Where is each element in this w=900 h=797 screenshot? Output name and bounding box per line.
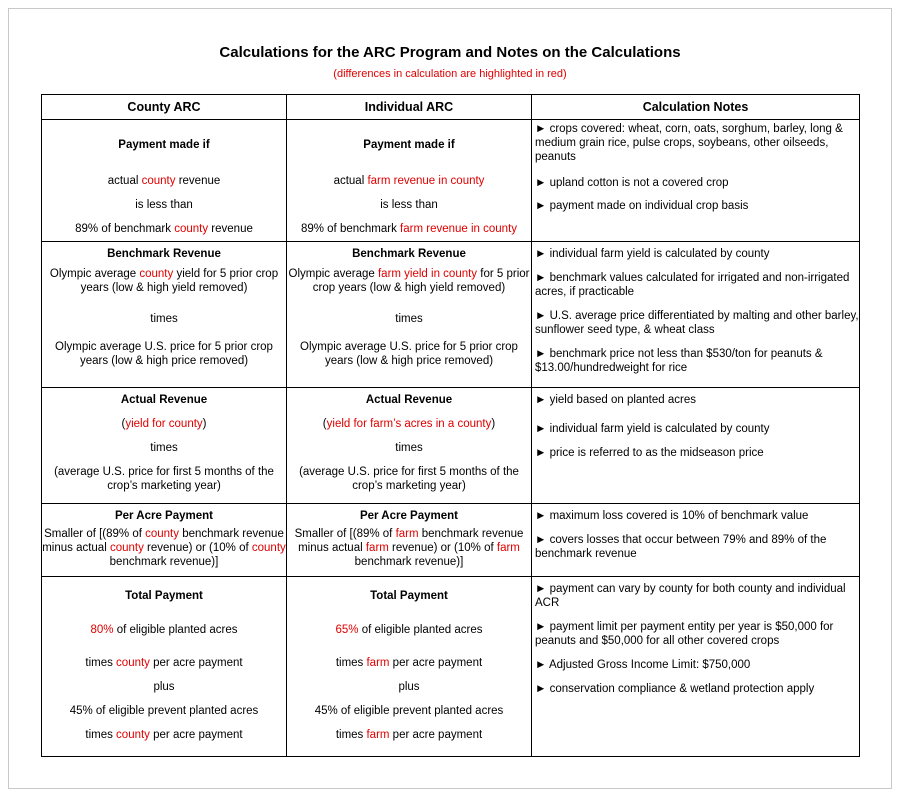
header-county-arc: County ARC xyxy=(42,95,287,120)
line: Olympic average U.S. price for 5 prior crop years (low & high price removed) xyxy=(55,341,273,367)
cell-notes-actual xyxy=(532,388,860,504)
row-payment-made-if xyxy=(42,120,860,242)
note: ► benchmark values calculated for irrigated and non-irrigated acres, if practicable xyxy=(535,272,850,298)
note: ► benchmark price not less than $530/ton for peanuts & $13.00/hundredweight for rice xyxy=(535,348,823,374)
line: plus xyxy=(153,681,175,693)
heading: Benchmark Revenue xyxy=(107,248,221,260)
heading: Total Payment xyxy=(125,590,203,602)
note: ► payment made on individual crop basis xyxy=(535,200,749,212)
note: ► covers losses that occur between 79% and 89% of the benchmark revenue xyxy=(535,534,827,560)
note: ► crops covered: wheat, corn, oats, sorghum, barley, long & medium grain rice, pulse crops, soybeans, other oilseeds, peanuts xyxy=(535,123,843,163)
row-actual-revenue xyxy=(42,388,860,504)
line: 80% of eligible planted acres xyxy=(90,624,238,636)
line: (yield for farm’s acres in a county) xyxy=(322,418,496,430)
line: Olympic average U.S. price for 5 prior crop years (low & high price removed) xyxy=(300,341,518,367)
row-benchmark-revenue xyxy=(42,242,860,388)
heading: Payment made if xyxy=(118,139,210,151)
cell-county-benchmark xyxy=(42,242,287,388)
line: times xyxy=(395,313,423,325)
line: actual county revenue xyxy=(107,175,221,187)
note: ► payment can vary by county for both county and individual ACR xyxy=(535,583,846,609)
line: times farm per acre payment xyxy=(335,729,483,741)
cell-individual-benchmark xyxy=(287,242,532,388)
line: Smaller of [(89% of farm benchmark revenue minus actual farm revenue) or (10% of farm benchmark revenue)] xyxy=(294,528,524,568)
line: 89% of benchmark county revenue xyxy=(75,223,253,235)
line: is less than xyxy=(380,199,438,211)
line: Smaller of [(89% of county benchmark revenue minus actual county revenue) or (10% of county benchmark revenue)] xyxy=(42,528,286,568)
row-per-acre-payment xyxy=(42,504,860,577)
note: ► individual farm yield is calculated by county xyxy=(535,248,770,260)
line: (yield for county) xyxy=(121,418,207,430)
note: ► conservation compliance & wetland protection apply xyxy=(535,683,815,695)
note: ► Adjusted Gross Income Limit: $750,000 xyxy=(535,659,751,671)
cell-county-total xyxy=(42,577,287,757)
note: ► upland cotton is not a covered crop xyxy=(535,177,729,189)
arc-table xyxy=(41,94,860,757)
line: times xyxy=(395,442,423,454)
line: 45% of eligible prevent planted acres xyxy=(314,705,504,717)
line: is less than xyxy=(135,199,193,211)
line: (average U.S. price for first 5 months of the crop’s marketing year) xyxy=(299,466,519,492)
cell-notes-peracre xyxy=(532,504,860,577)
cell-individual-total xyxy=(287,577,532,757)
line: times county per acre payment xyxy=(85,657,243,669)
cell-notes-benchmark xyxy=(532,242,860,388)
page-title: Calculations for the ARC Program and Notes on the Calculations xyxy=(219,44,681,61)
page-subtitle: (differences in calculation are highlighted in red) xyxy=(333,68,567,80)
line: 45% of eligible prevent planted acres xyxy=(69,705,259,717)
line: times farm per acre payment xyxy=(335,657,483,669)
line: Olympic average farm yield in county for 5 prior crop years (low & high yield removed) xyxy=(288,268,530,294)
header-calculation-notes: Calculation Notes xyxy=(532,95,860,120)
heading: Payment made if xyxy=(363,139,455,151)
note: ► price is referred to as the midseason price xyxy=(535,447,764,459)
line: (average U.S. price for first 5 months of the crop’s marketing year) xyxy=(54,466,274,492)
cell-individual-actual xyxy=(287,388,532,504)
note: ► U.S. average price differentiated by malting and other barley, sunflower seed type, & wheat class xyxy=(535,310,859,336)
header-individual-arc: Individual ARC xyxy=(287,95,532,120)
line: Olympic average county yield for 5 prior crop years (low & high yield removed) xyxy=(49,268,279,294)
cell-notes-total xyxy=(532,577,860,757)
heading: Actual Revenue xyxy=(120,394,208,406)
line: times xyxy=(150,313,178,325)
cell-individual-peracre xyxy=(287,504,532,577)
row-total-payment xyxy=(42,577,860,757)
heading: Benchmark Revenue xyxy=(352,248,466,260)
note: ► individual farm yield is calculated by county xyxy=(535,423,770,435)
note: ► maximum loss covered is 10% of benchmark value xyxy=(535,510,809,522)
line: 65% of eligible planted acres xyxy=(335,624,483,636)
cell-county-actual xyxy=(42,388,287,504)
note: ► yield based on planted acres xyxy=(535,394,696,406)
heading: Per Acre Payment xyxy=(114,510,213,522)
heading: Actual Revenue xyxy=(365,394,453,406)
heading: Total Payment xyxy=(370,590,448,602)
line: actual farm revenue in county xyxy=(333,175,485,187)
cell-notes-payment xyxy=(532,120,860,242)
line: plus xyxy=(398,681,420,693)
cell-county-payment xyxy=(42,120,287,242)
line: times xyxy=(150,442,178,454)
heading: Per Acre Payment xyxy=(359,510,458,522)
line: times county per acre payment xyxy=(85,729,243,741)
cell-individual-payment xyxy=(287,120,532,242)
line: 89% of benchmark farm revenue in county xyxy=(300,223,518,235)
note: ► payment limit per payment entity per year is $50,000 for peanuts and $50,000 for all other covered crops xyxy=(535,621,834,647)
header-row xyxy=(42,95,860,120)
cell-county-peracre xyxy=(42,504,287,577)
